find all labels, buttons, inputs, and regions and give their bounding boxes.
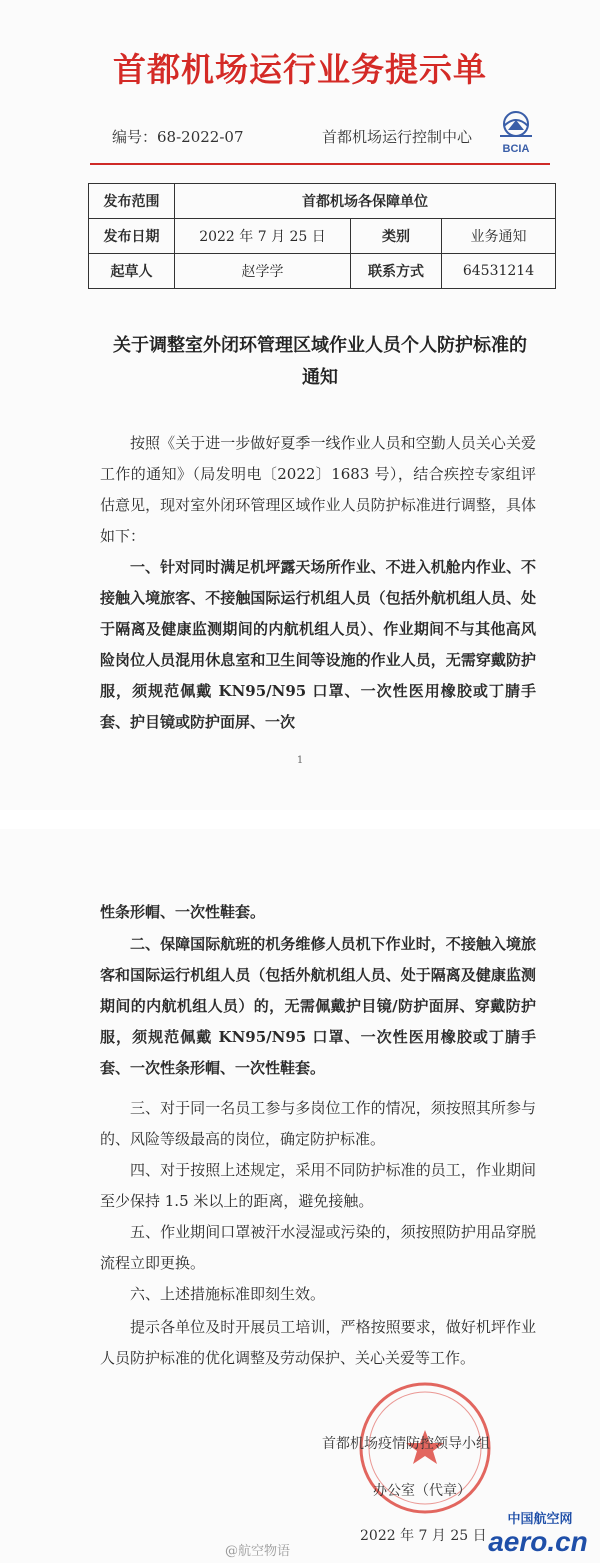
notice-title-line1: 关于调整室外闭环管理区域作业人员个人防护标准的 (113, 335, 527, 356)
table-row (89, 219, 556, 254)
info-table (88, 183, 556, 289)
table-row (89, 184, 556, 219)
aero-cn-logo-icon (478, 1505, 598, 1560)
aero-cn-logo-cn: 中国航空网 (507, 1512, 573, 1527)
page-gap (0, 810, 600, 829)
signature-org-line1: 首都机场疫情防控领导小组 (322, 1436, 490, 1452)
type-label: 类别 (351, 219, 442, 254)
item-1-continued: 性条形帽、一次性鞋套。 (100, 903, 266, 921)
item-1-paragraph: 一、针对同时满足机坪露天场所作业、不进入机舱内作业、不接触入境旅客、不接触国际运行机组人员（包括外航机组人员、处于隔离及健康监测期间的内航机组人员）、作业期间不与其他高风险岗位人员混用休息室和卫生间等设施的作业人员，无需穿戴防护服，须规范佩戴 KN95/N95 口罩、一次性医用橡胶或丁腈手套、护目镜或防护面屏、一次 (100, 558, 536, 731)
type-value: 业务通知 (442, 219, 556, 254)
notice-title-line2: 通知 (302, 367, 338, 388)
contact-label: 联系方式 (351, 254, 442, 289)
drafter-label: 起草人 (89, 254, 175, 289)
document-title: 首都机场运行业务提示单 (113, 50, 487, 89)
signature-org-line2: 办公室（代章） (373, 1483, 471, 1499)
aero-cn-logo-en: aero.cn (488, 1526, 588, 1557)
date-value: 2022 年 7 月 25 日 (175, 219, 351, 254)
issuer-name: 首都机场运行控制中心 (322, 128, 473, 146)
signature-date: 2022 年 7 月 25 日 (360, 1528, 487, 1544)
scope-value: 首都机场各保障单位 (175, 184, 556, 219)
table-row (89, 254, 556, 289)
item-2-paragraph: 二、保障国际航班的机务维修人员机下作业时，不接触入境旅客和国际运行机组人员（包括外航机组人员、处于隔离及健康监测期间的内航机组人员）的，无需佩戴护目镜/防护面屏、穿戴防护服，须规范佩戴 KN95/N95 口罩、一次性医用橡胶或丁腈手套、一次性条形帽、一次性鞋套。 (100, 935, 536, 1077)
closing-paragraph: 提示各单位及时开展员工培训，严格按照要求，做好机坪作业人员防护标准的优化调整及劳动保护、关心关爱等工作。 (100, 1318, 536, 1367)
weibo-watermark: @航空物语 (225, 1544, 291, 1559)
item-4-paragraph: 四、对于按照上述规定，采用不同防护标准的员工，作业期间至少保持 1.5 米以上的距离，避免接触。 (100, 1161, 536, 1210)
header-divider (90, 163, 550, 165)
item-6-paragraph: 六、上述措施标准即刻生效。 (130, 1285, 326, 1303)
intro-paragraph: 按照《关于进一步做好夏季一线作业人员和空勤人员关心关爱工作的通知》（局发明电〔2022〕1683 号），结合疾控专家组评估意见，现对室外闭环管理区域作业人员防护标准进行调整，具体如下： (100, 434, 536, 545)
item-3-paragraph: 三、对于同一名员工参与多岗位工作的情况，须按照其所参与的、风险等级最高的岗位，确定防护标准。 (100, 1099, 536, 1148)
bcia-logo-icon (494, 110, 538, 156)
contact-value: 64531214 (442, 254, 556, 289)
date-label: 发布日期 (89, 219, 175, 254)
item-5-paragraph: 五、作业期间口罩被汗水浸湿或污染的，须按照防护用品穿脱流程立即更换。 (100, 1223, 536, 1272)
notice-title (90, 330, 550, 394)
document-number: 编号：68-2022-07 (112, 128, 244, 146)
page-number: 1 (296, 755, 304, 766)
logo-text: BCIA (502, 143, 530, 155)
scope-label: 发布范围 (89, 184, 175, 219)
drafter-value: 赵学学 (175, 254, 351, 289)
